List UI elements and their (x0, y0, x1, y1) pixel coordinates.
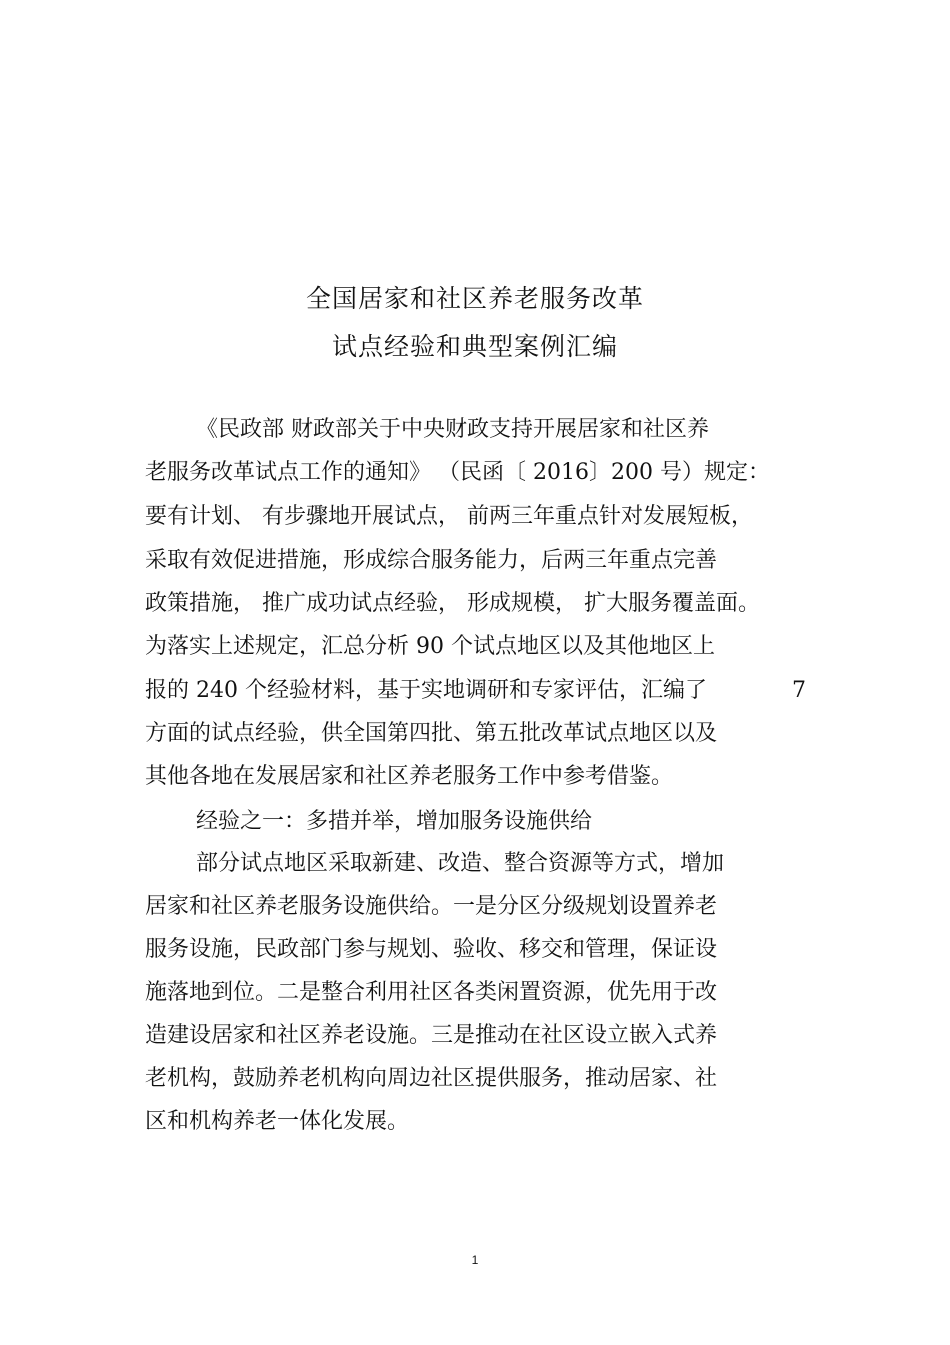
intro-line-1: 《民政部 财政部关于中央财政支持开展居家和社区养 (196, 417, 709, 442)
section-heading: 经验之一：多措并举，增加服务设施供给 (196, 809, 593, 834)
intro-line-5: 政策措施， 推广成功试点经验， 形成规模， 扩大服务覆盖面。 (145, 591, 760, 616)
intro-line-7-number: 7 (792, 678, 806, 703)
document-title-line-1: 全国居家和社区养老服务改革 (305, 284, 644, 313)
section-line-3: 服务设施，民政部门参与规划、验收、移交和管理，保证设 (145, 937, 718, 962)
section-line-7: 区和机构养老一体化发展。 (145, 1109, 410, 1134)
section-line-6: 老机构，鼓励养老机构向周边社区提供服务，推动居家、社 (145, 1066, 718, 1091)
section-line-5: 造建设居家和社区养老设施。三是推动在社区设立嵌入式养 (145, 1023, 718, 1048)
section-line-2: 居家和社区养老服务设施供给。一是分区分级规划设置养老 (145, 894, 718, 919)
intro-line-3: 要有计划、 有步骤地开展试点， 前两三年重点针对发展短板， (145, 504, 753, 529)
intro-line-7: 报的 240 个经验材料，基于实地调研和专家评估，汇编了 (145, 678, 707, 703)
intro-line-9: 其他各地在发展居家和社区养老服务工作中参考借鉴。 (145, 764, 674, 789)
intro-line-8: 方面的试点经验，供全国第四批、第五批改革试点地区以及 (145, 721, 718, 746)
intro-line-2: 老服务改革试点工作的通知》 （民函〔 2016〕200 号）规定： (145, 460, 770, 485)
intro-line-4: 采取有效促进措施，形成综合服务能力，后两三年重点完善 (145, 548, 718, 573)
section-line-1: 部分试点地区采取新建、改造、整合资源等方式，增加 (196, 851, 725, 876)
intro-line-6: 为落实上述规定，汇总分析 90 个试点地区以及其他地区上 (145, 634, 715, 659)
document-title-line-2: 试点经验和典型案例汇编 (331, 332, 618, 361)
page-number: 1 (471, 1253, 479, 1267)
section-line-4: 施落地到位。二是整合利用社区各类闲置资源，优先用于改 (145, 980, 718, 1005)
